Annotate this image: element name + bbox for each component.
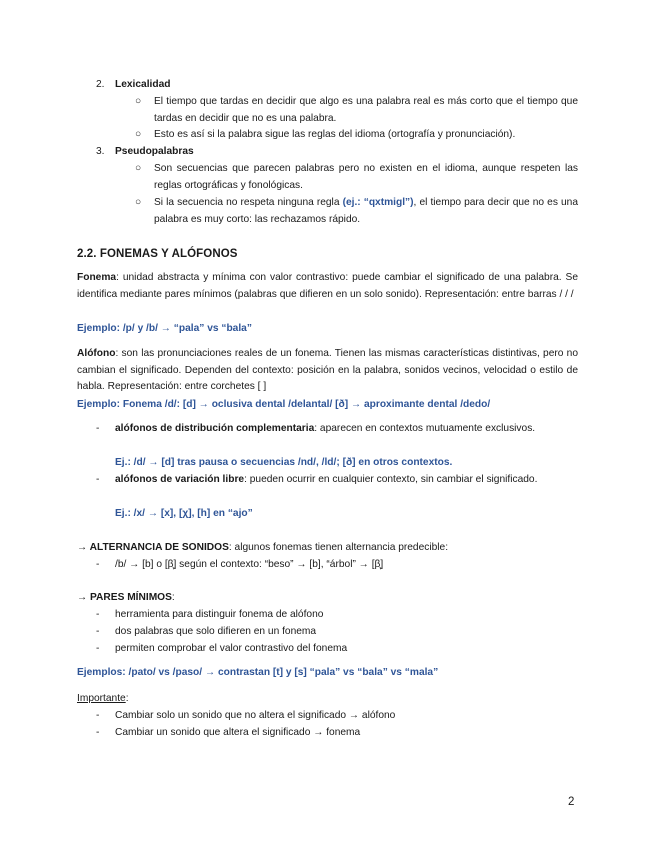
alternancia-heading xyxy=(77,540,448,557)
list-item: Cambiar un sonido que altera el significado → fonema xyxy=(115,727,361,738)
fonema-definition xyxy=(77,270,578,303)
definition-text: : pueden ocurrir en cualquier contexto, sin cambiar el significado. xyxy=(244,474,538,485)
list-item: dos palabras que solo difieren en un fonema xyxy=(115,626,317,637)
dash-bullet-icon: - xyxy=(96,710,100,721)
fonema-example: Ejemplo: /p/ y /b/ → “pala” vs “bala” xyxy=(77,323,252,334)
list-item: herramienta para distinguir fonema de alófono xyxy=(115,609,324,620)
list-number: 2. xyxy=(96,79,105,90)
bullet-text: El tiempo que tardas en decidir que algo es una palabra real es más corto que el tiempo que tardas en decidir que no es una palabra. xyxy=(154,96,578,124)
alofono-type xyxy=(115,421,578,438)
definition-text: : son las pronunciaciones reales de un fonema. Tienen las mismas características distintivas, pero no cambian el significado. Dependen del contexto: posición en la palabra, sonidos vecinos, velocidad o estilo de habla. Representación: entre corchetes [ ] xyxy=(77,348,578,392)
circle-bullet-icon: ○ xyxy=(135,96,142,107)
term: Fonema xyxy=(77,272,117,283)
alofono-type xyxy=(115,472,578,489)
subheading-colon: : xyxy=(125,693,129,704)
dash-bullet-icon: - xyxy=(96,559,100,570)
dash-bullet-icon: - xyxy=(96,727,100,738)
dash-bullet-icon: - xyxy=(96,643,100,654)
pares-example: Ejemplos: /pato/ vs /paso/ → contrastan [t] y [s] “pala” vs “bala” vs “mala” xyxy=(77,667,439,678)
example-inline: (ej.: “qxtmigl”) xyxy=(342,197,414,208)
list-item: Cambiar solo un sonido que no altera el significado → alófono xyxy=(115,710,396,721)
page-number: 2 xyxy=(568,796,575,808)
subheading-text: : algunos fonemas tienen alternancia predecible: xyxy=(228,542,449,553)
list-item-title: Pseudopalabras xyxy=(115,146,194,157)
subheading: → PARES MÍNIMOS xyxy=(77,592,172,603)
list-number: 3. xyxy=(96,146,105,157)
term: Alófono xyxy=(77,348,116,359)
circle-bullet-icon: ○ xyxy=(135,163,142,174)
term: alófonos de variación libre xyxy=(115,474,245,485)
list-item: /b/ → [b] o [β̞] según el contexto: “beso” → [b], “árbol” → [β̞] xyxy=(115,559,384,570)
dash-bullet-icon: - xyxy=(96,423,100,434)
circle-bullet-icon: ○ xyxy=(135,197,142,208)
bullet-text xyxy=(154,195,578,228)
section-heading: 2.2. FONEMAS Y ALÓFONOS xyxy=(77,248,238,260)
definition-text: : aparecen en contextos mutuamente exclusivos. xyxy=(314,423,536,434)
list-item: permiten comprobar el valor contrastivo del fonema xyxy=(115,643,348,654)
definition-text: : unidad abstracta y mínima con valor contrastivo: puede cambiar el significado de una palabra. Se identifica mediante pares mínimos (palabras que difieren en un solo sonido). Representación: entre barras / / / xyxy=(77,272,578,300)
dash-bullet-icon: - xyxy=(96,474,100,485)
subheading-colon: : xyxy=(171,592,175,603)
list-item-title: Lexicalidad xyxy=(115,79,171,90)
subheading: → ALTERNANCIA DE SONIDOS xyxy=(77,542,229,553)
bullet-text-post: , el tiempo para decir que no es una palabra es muy corto: las rechazamos rápido. xyxy=(154,197,578,225)
dash-bullet-icon: - xyxy=(96,626,100,637)
pares-heading xyxy=(77,590,175,607)
dash-bullet-icon: - xyxy=(96,609,100,620)
type-example: Ej.: /d/ → [d] tras pausa o secuencias /nd/, /ld/; [ð] en otros contextos. xyxy=(115,457,453,468)
subheading: Importante xyxy=(77,693,126,704)
bullet-text: Esto es así si la palabra sigue las reglas del idioma (ortografía y pronunciación). xyxy=(154,129,516,140)
circle-bullet-icon: ○ xyxy=(135,129,142,140)
alofono-example: Ejemplo: Fonema /d/: [d] → oclusiva dental /delantal/ [ð] → aproximante dental /dedo/ xyxy=(77,399,491,410)
bullet-text: Son secuencias que parecen palabras pero no existen en el idioma, aunque respeten las reglas ortográficas y fonológicas. xyxy=(154,163,578,191)
alofono-definition xyxy=(77,346,578,396)
importante-heading xyxy=(77,691,129,708)
bullet-text-pre: Si la secuencia no respeta ninguna regla xyxy=(154,197,343,208)
term: alófonos de distribución complementaria xyxy=(115,423,315,434)
type-example: Ej.: /x/ → [x], [χ], [h] en “ajo” xyxy=(115,508,253,519)
